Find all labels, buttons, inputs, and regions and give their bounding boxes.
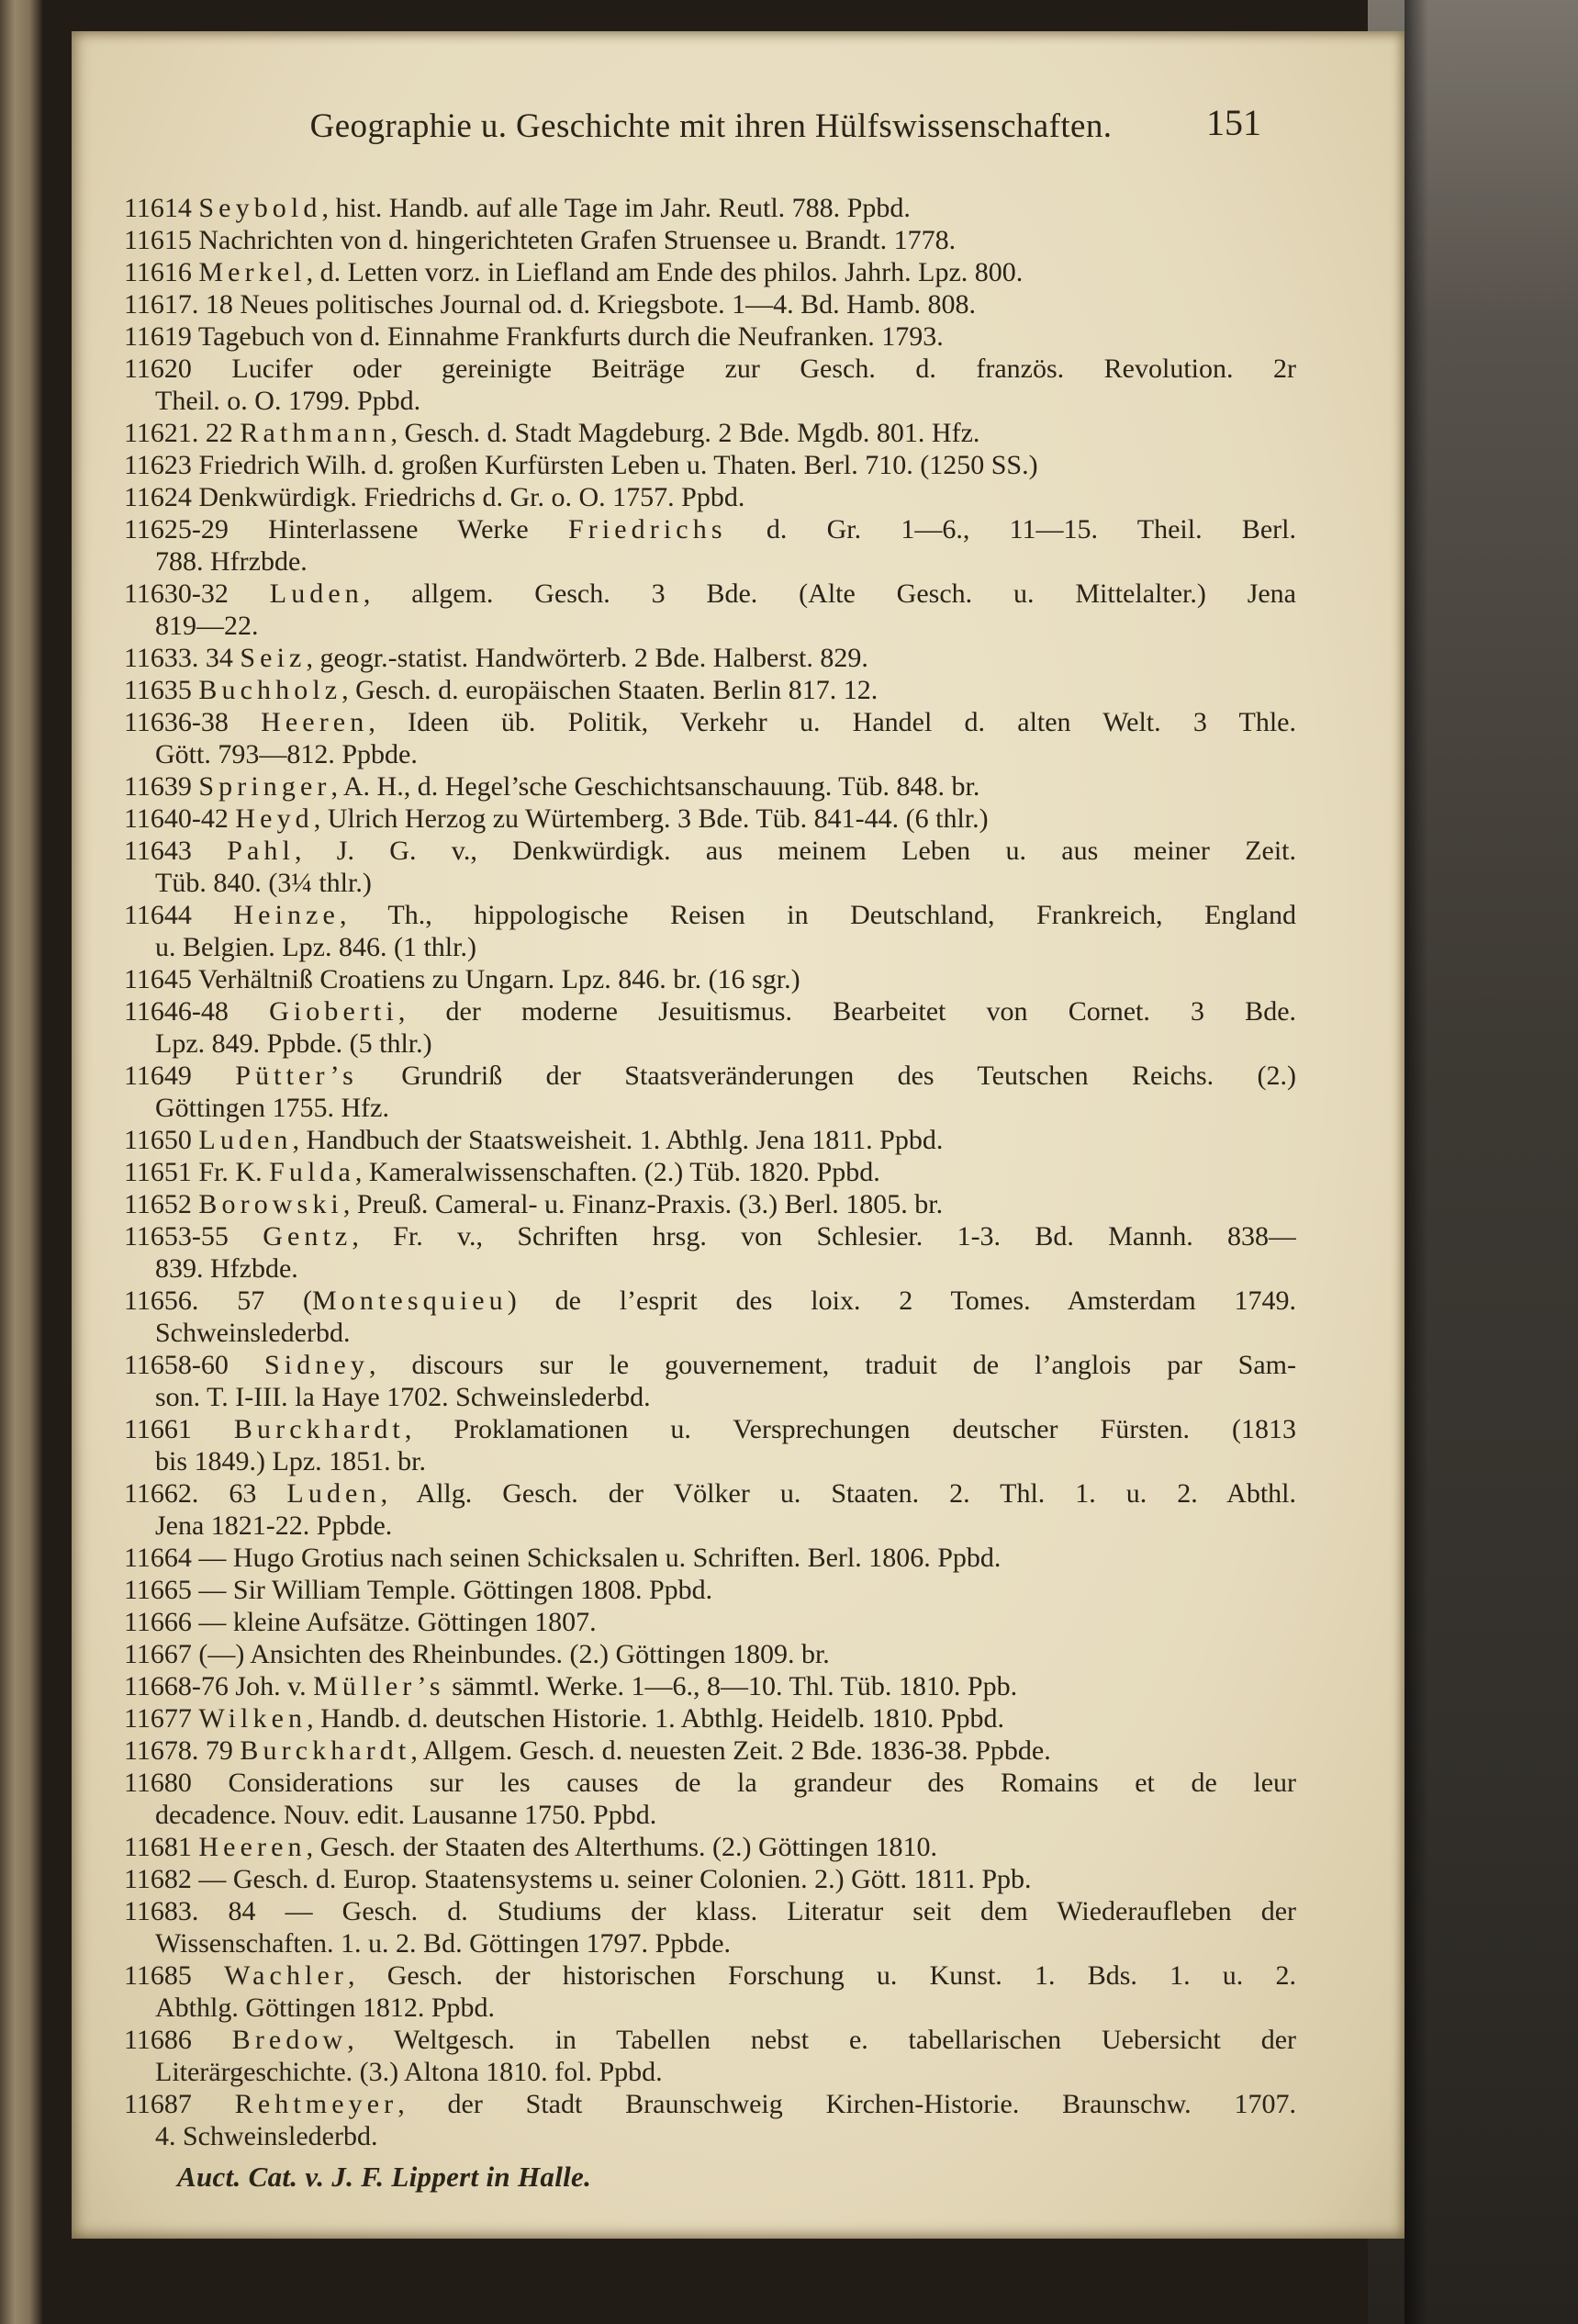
entry-text: , Kameralwissenschaften. (2.) Tüb. 1820. Ppbd. (354, 1157, 880, 1187)
entry-first-line (124, 1863, 1296, 1895)
entry-text: ( (303, 1285, 313, 1316)
catalog-entry (124, 1349, 1296, 1413)
entry-first-line (124, 1188, 1296, 1220)
entry-first-line (124, 224, 1296, 256)
entry-author: Pütter’s (235, 1061, 358, 1091)
entry-continuation-line (124, 2120, 1296, 2152)
lot-number: 11619 (124, 321, 192, 352)
catalog-entry (124, 1413, 1296, 1477)
entry-first-line (124, 1220, 1296, 1252)
lot-number: 11645 (124, 964, 192, 994)
catalog-entry (124, 1542, 1296, 1574)
lot-number: 11649 (124, 1061, 192, 1091)
entry-text: , Th., hippologische Reisen in Deutschland, Frankreich, England (339, 900, 1296, 930)
entry-first-line (124, 256, 1296, 288)
catalog-entry (124, 1638, 1296, 1670)
entry-text: decadence. Nouv. edit. Lausanne 1750. Ppbd. (155, 1800, 657, 1830)
catalog-entry (124, 353, 1296, 417)
lot-number: 11625-29 (124, 514, 229, 545)
entry-continuation-line (124, 385, 1296, 417)
lot-number: 11653-55 (124, 1221, 229, 1252)
entry-text: (—) Ansichten des Rheinbundes. (2.) Göttingen 1809. br. (198, 1639, 830, 1669)
lot-number: 11666 (124, 1607, 192, 1637)
lot-number: 11639 (124, 771, 192, 802)
entry-text: sämmtl. Werke. 1—6., 8—10. Thl. Tüb. 1810. Ppb. (444, 1671, 1018, 1701)
catalog-entry (124, 706, 1296, 770)
entry-text: , der moderne Jesuitismus. Bearbeitet von Cornet. 3 Bde. (397, 996, 1296, 1027)
entry-first-line (124, 1542, 1296, 1574)
catalog-entry (124, 1477, 1296, 1542)
entry-first-line (124, 1606, 1296, 1638)
catalog-entry (124, 256, 1296, 288)
entry-first-line (124, 417, 1296, 449)
catalog-entry (124, 1831, 1296, 1863)
entry-continuation-line (124, 1252, 1296, 1285)
lot-number: 11682 (124, 1864, 192, 1894)
entry-author: Heyd (235, 803, 314, 834)
entry-first-line (124, 1638, 1296, 1670)
entry-text: Tagebuch von d. Einnahme Frankfurts durch die Neufranken. 1793. (197, 321, 944, 352)
lot-number: 11683. 84 (124, 1896, 256, 1926)
entry-author: Burckhardt (240, 1735, 411, 1766)
entry-first-line (124, 1959, 1296, 1992)
entry-text: , allgem. Gesch. 3 Bde. (Alte Gesch. u. Mittelalter.) Jena (363, 578, 1296, 609)
catalog-entry (124, 1959, 1296, 2024)
lot-number: 11617. 18 (124, 289, 233, 320)
entry-continuation-line (124, 545, 1296, 578)
lot-number: 11630-32 (124, 578, 229, 609)
entry-text: , der Stadt Braunschweig Kirchen-Historie. Braunschw. 1707. (397, 2089, 1296, 2119)
entry-text: , Handbuch der Staatsweisheit. 1. Abthlg. Jena 1811. Ppbd. (292, 1125, 944, 1155)
lot-number: 11614 (124, 193, 192, 223)
entry-first-line (124, 578, 1296, 610)
entry-first-line (124, 770, 1296, 803)
entry-first-line (124, 2024, 1296, 2056)
lot-number: 11667 (124, 1639, 192, 1669)
entry-first-line (124, 481, 1296, 513)
catalog-entry (124, 1060, 1296, 1124)
entry-author: Luden (286, 1478, 381, 1509)
lot-number: 11652 (124, 1189, 192, 1219)
entry-text: , Ideen üb. Politik, Verkehr u. Handel d. alten Welt. 3 Thle. (368, 707, 1296, 737)
lot-number: 11662. 63 (124, 1478, 257, 1509)
entry-first-line (124, 1477, 1296, 1510)
entry-text: u. Belgien. Lpz. 846. (1 thlr.) (155, 932, 476, 962)
lot-number: 11616 (124, 257, 192, 287)
entry-first-line (124, 995, 1296, 1027)
entry-author: Buchholz (198, 675, 342, 705)
entry-continuation-line (124, 738, 1296, 770)
catalog-entry (124, 320, 1296, 353)
catalog-entry (124, 224, 1296, 256)
entry-first-line (124, 674, 1296, 706)
catalog-imprint: Auct. Cat. v. J. F. Lippert in Halle. (177, 2161, 592, 2193)
entry-continuation-line (124, 931, 1296, 963)
entry-first-line (124, 1831, 1296, 1863)
entry-author: Pahl (227, 836, 295, 866)
lot-number: 11668-76 (124, 1671, 229, 1701)
entry-first-line (124, 1574, 1296, 1606)
entry-author: Merkel (198, 257, 307, 287)
entry-text: Hinterlassene Werke (268, 514, 568, 545)
entry-text: 839. Hfzbde. (155, 1253, 298, 1284)
entry-text: , Handb. d. deutschen Historie. 1. Abthlg. Heidelb. 1810. Ppbd. (307, 1703, 1005, 1734)
catalog-entry (124, 513, 1296, 578)
entry-text: Denkwürdigk. Friedrichs d. Gr. o. O. 1757. Ppbd. (198, 482, 745, 512)
entry-author: Heinze (233, 900, 340, 930)
entry-first-line (124, 288, 1296, 320)
entry-text: Wissenschaften. 1. u. 2. Bd. Göttingen 1797. Ppbde. (155, 1928, 732, 1959)
entry-author: Burckhardt (233, 1414, 405, 1444)
lot-number: 11651 (124, 1157, 192, 1187)
entry-author: Friedrichs (567, 514, 727, 545)
entry-continuation-line (124, 1445, 1296, 1477)
entry-text: Fr. K. (198, 1157, 270, 1187)
entry-continuation-line (124, 1027, 1296, 1060)
entry-text: — Gesch. d. Europ. Staatensystems u. seiner Colonien. 2.) Gött. 1811. Ppb. (198, 1864, 1032, 1894)
entry-text: , discours sur le gouvernement, traduit de l’anglois par Sam- (368, 1350, 1296, 1380)
lot-number: 11677 (124, 1703, 192, 1734)
catalog-page (72, 31, 1405, 2239)
lot-number: 11633. 34 (124, 643, 233, 673)
entry-text: , Preuß. Cameral- u. Finanz-Praxis. (3.) Berl. 1805. br. (342, 1189, 944, 1219)
entry-author: Luden (198, 1125, 293, 1155)
entry-first-line (124, 835, 1296, 867)
entry-author: Fulda (269, 1157, 355, 1187)
catalog-entry (124, 1863, 1296, 1895)
entry-text: Schweinslederbd. (155, 1318, 351, 1348)
entry-continuation-line (124, 2056, 1296, 2088)
entry-text: , A. H., d. Hegel’sche Geschichtsanschauung. Tüb. 848. br. (330, 771, 980, 802)
catalog-entry (124, 803, 1296, 835)
entry-first-line (124, 353, 1296, 385)
entry-author: Montesquieu (312, 1285, 508, 1316)
entry-text: , Allg. Gesch. der Völker u. Staaten. 2. Thl. 1. u. 2. Abthl. (380, 1478, 1296, 1509)
entry-text: Lucifer oder gereinigte Beiträge zur Gesch. d. französ. Revolution. 2r (231, 354, 1296, 384)
lot-number: 11643 (124, 836, 192, 866)
entry-first-line (124, 1767, 1296, 1799)
entry-first-line (124, 1702, 1296, 1735)
entry-author: Luden (269, 578, 364, 609)
entry-first-line (124, 706, 1296, 738)
entry-text: Jena 1821-22. Ppbde. (155, 1510, 393, 1541)
entry-first-line (124, 1156, 1296, 1188)
entry-first-line (124, 1285, 1296, 1317)
catalog-entry (124, 1735, 1296, 1767)
entry-text: Gött. 793—812. Ppbde. (155, 739, 418, 769)
entry-continuation-line (124, 867, 1296, 899)
lot-number: 11678. 79 (124, 1735, 233, 1766)
entry-text: Lpz. 849. Ppbde. (5 thlr.) (155, 1028, 432, 1059)
entry-first-line (124, 449, 1296, 481)
entry-text: ) de l’esprit des loix. 2 Tomes. Amsterdam 1749. (507, 1285, 1296, 1316)
entry-continuation-line (124, 1992, 1296, 2024)
entry-text: 819—22. (155, 611, 259, 641)
lot-number: 11650 (124, 1125, 192, 1155)
lot-number: 11624 (124, 482, 192, 512)
entry-continuation-line (124, 1799, 1296, 1831)
entry-text: Grundriß der Staatsveränderungen des Teutschen Reichs. (2.) (357, 1061, 1296, 1091)
entry-text: , hist. Handb. auf alle Tage im Jahr. Reutl. 788. Ppbd. (321, 193, 911, 223)
entry-first-line (124, 1895, 1296, 1927)
catalog-entry (124, 770, 1296, 803)
lot-number: 11681 (124, 1832, 192, 1862)
catalog-entry (124, 642, 1296, 674)
entry-text: , d. Letten vorz. in Liefland am Ende des philos. Jahrh. Lpz. 800. (306, 257, 1024, 287)
entry-continuation-line (124, 1381, 1296, 1413)
entry-continuation-line (124, 1927, 1296, 1959)
entry-text: Friedrich Wilh. d. großen Kurfürsten Leben u. Thaten. Berl. 710. (1250 SS.) (198, 450, 1038, 480)
catalog-entry (124, 899, 1296, 963)
entry-first-line (124, 1124, 1296, 1156)
entry-text: — Gesch. d. Studiums der klass. Literatur seit dem Wiederaufleben der (285, 1896, 1296, 1926)
entry-first-line (124, 803, 1296, 835)
entry-text: , Ulrich Herzog zu Würtemberg. 3 Bde. Tüb. 841-44. (6 thlr.) (313, 803, 989, 834)
entry-author: Sidney (264, 1350, 369, 1380)
entry-text: — kleine Aufsätze. Göttingen 1807. (198, 1607, 597, 1637)
catalog-entry (124, 835, 1296, 899)
entry-first-line (124, 963, 1296, 995)
lot-number: 11658-60 (124, 1350, 229, 1380)
catalog-entry (124, 1670, 1296, 1702)
catalog-entry (124, 192, 1296, 224)
entry-text: , Gesch. d. europäischen Staaten. Berlin 817. 12. (341, 675, 879, 705)
entry-first-line (124, 1060, 1296, 1092)
entry-text: — Hugo Grotius nach seinen Schicksalen u. Schriften. Berl. 1806. Ppbd. (198, 1543, 1002, 1573)
catalog-entry (124, 995, 1296, 1060)
catalog-entry (124, 417, 1296, 449)
catalog-entry (124, 449, 1296, 481)
entry-text: , Weltgesch. in Tabellen nebst e. tabellarischen Uebersicht der (347, 2025, 1296, 2055)
catalog-entry (124, 1895, 1296, 1959)
catalog-entry (124, 963, 1296, 995)
entry-text: Abthlg. Göttingen 1812. Ppbd. (155, 1993, 496, 2023)
entry-text: 4. Schweinslederbd. (155, 2121, 378, 2151)
entry-continuation-line (124, 610, 1296, 642)
entry-text: , Allgem. Gesch. d. neuesten Zeit. 2 Bde. 1836-38. Ppbde. (410, 1735, 1051, 1766)
entries-list (124, 192, 1296, 2195)
entry-first-line (124, 2088, 1296, 2120)
lot-number: 11644 (124, 900, 192, 930)
entry-author: Wilken (198, 1703, 308, 1734)
entry-text: , Gesch. d. Stadt Magdeburg. 2 Bde. Mgdb. 801. Hfz. (390, 418, 980, 448)
binding-shadow (1405, 0, 1428, 2324)
catalog-entry (124, 1606, 1296, 1638)
entry-text: d. Gr. 1—6., 11—15. Theil. Berl. (726, 514, 1296, 545)
entry-author: Rathmann (240, 418, 391, 448)
catalog-entry (124, 1156, 1296, 1188)
lot-number: 11635 (124, 675, 192, 705)
entry-author: Seybold (198, 193, 322, 223)
catalog-entry (124, 1285, 1296, 1349)
entry-author: Rehtmeyer (234, 2089, 398, 2119)
catalog-entry (124, 1702, 1296, 1735)
lot-number: 11687 (124, 2089, 192, 2119)
entry-text: , geogr.-statist. Handwörterb. 2 Bde. Halberst. 829. (306, 643, 868, 673)
entry-first-line (124, 513, 1296, 545)
lot-number: 11656. 57 (124, 1285, 265, 1316)
entry-text: , J. G. v., Denkwürdigk. aus meinem Leben u. aus meiner Zeit. (294, 836, 1296, 866)
lot-number: 11680 (124, 1768, 192, 1798)
entry-text: Literärgeschichte. (3.) Altona 1810. fol. Ppbd. (155, 2057, 663, 2087)
lot-number: 11661 (124, 1414, 192, 1444)
entry-text: Joh. v. (235, 1671, 314, 1701)
entry-text: Considerations sur les causes de la grandeur des Romains et de leur (228, 1768, 1296, 1798)
entry-author: Springer (198, 771, 331, 802)
running-header (126, 102, 1296, 149)
catalog-entry (124, 288, 1296, 320)
entry-first-line (124, 899, 1296, 931)
catalog-entry (124, 1220, 1296, 1285)
entry-author: Bredow (231, 2025, 348, 2055)
lot-number: 11664 (124, 1543, 192, 1573)
entry-author: Gioberti (269, 996, 398, 1027)
entry-author: Heeren (198, 1832, 307, 1862)
entry-author: Borowski (198, 1189, 343, 1219)
page-number: 151 (1206, 102, 1261, 143)
lot-number: 11646-48 (124, 996, 229, 1027)
entry-text: son. T. I-III. la Haye 1702. Schweinslederbd. (155, 1382, 651, 1412)
header-title: Geographie u. Geschichte mit ihren Hülfswissenschaften. (309, 107, 1113, 145)
entry-text: , Gesch. der Staaten des Alterthums. (2.) Göttingen 1810. (306, 1832, 937, 1862)
entry-first-line (124, 1670, 1296, 1702)
entry-continuation-line (124, 1510, 1296, 1542)
lot-number: 11615 (124, 225, 192, 255)
entry-continuation-line (124, 1092, 1296, 1124)
catalog-entry (124, 1188, 1296, 1220)
previous-page-edge (0, 0, 42, 2324)
entry-text: , Proklamationen u. Versprechungen deutscher Fürsten. (1813 (404, 1414, 1296, 1444)
entry-text: 788. Hfrzbde. (155, 546, 308, 577)
lot-number: 11665 (124, 1575, 192, 1605)
entry-author: Müller’s (313, 1671, 445, 1701)
lot-number: 11686 (124, 2025, 192, 2055)
entry-first-line (124, 1413, 1296, 1445)
lot-number: 11620 (124, 354, 192, 384)
entry-text: Neues politisches Journal od. d. Kriegsbote. 1—4. Bd. Hamb. 808. (240, 289, 976, 320)
entry-text: Verhältniß Croatiens zu Ungarn. Lpz. 846. br. (16 sgr.) (197, 964, 800, 994)
entry-author: Gentz (263, 1221, 353, 1252)
catalog-entry (124, 2024, 1296, 2088)
catalog-entry (124, 578, 1296, 642)
entry-text: Theil. o. O. 1799. Ppbd. (155, 386, 421, 416)
catalog-entry (124, 481, 1296, 513)
catalog-entry (124, 1574, 1296, 1606)
entry-text: Göttingen 1755. Hfz. (155, 1093, 389, 1123)
entry-author: Seiz (240, 643, 307, 673)
entry-author: Wachler (224, 1960, 348, 1991)
entry-first-line (124, 320, 1296, 353)
entry-text: Nachrichten von d. hingerichteten Grafen Struensee u. Brandt. 1778. (198, 225, 957, 255)
lot-number: 11636-38 (124, 707, 229, 737)
lot-number: 11640-42 (124, 803, 229, 834)
catalog-entry (124, 1767, 1296, 1831)
entry-text: bis 1849.) Lpz. 1851. br. (155, 1446, 426, 1476)
entry-continuation-line (124, 1317, 1296, 1349)
entry-first-line (124, 192, 1296, 224)
lot-number: 11623 (124, 450, 192, 480)
catalog-entry (124, 2088, 1296, 2152)
lot-number: 11621. 22 (124, 418, 233, 448)
entry-first-line (124, 1735, 1296, 1767)
entry-first-line (124, 642, 1296, 674)
entry-first-line (124, 1349, 1296, 1381)
entry-text: , Gesch. der historischen Forschung u. Kunst. 1. Bds. 1. u. 2. (347, 1960, 1296, 1991)
catalog-entry (124, 1124, 1296, 1156)
entry-text: , Fr. v., Schriften hrsg. von Schlesier. 1-3. Bd. Mannh. 838— (352, 1221, 1296, 1252)
entry-text: — Sir William Temple. Göttingen 1808. Ppbd. (198, 1575, 713, 1605)
entry-text: Tüb. 840. (3¼ thlr.) (155, 868, 372, 898)
lot-number: 11685 (124, 1960, 192, 1991)
entry-author: Heeren (261, 707, 369, 737)
catalog-entry (124, 674, 1296, 706)
